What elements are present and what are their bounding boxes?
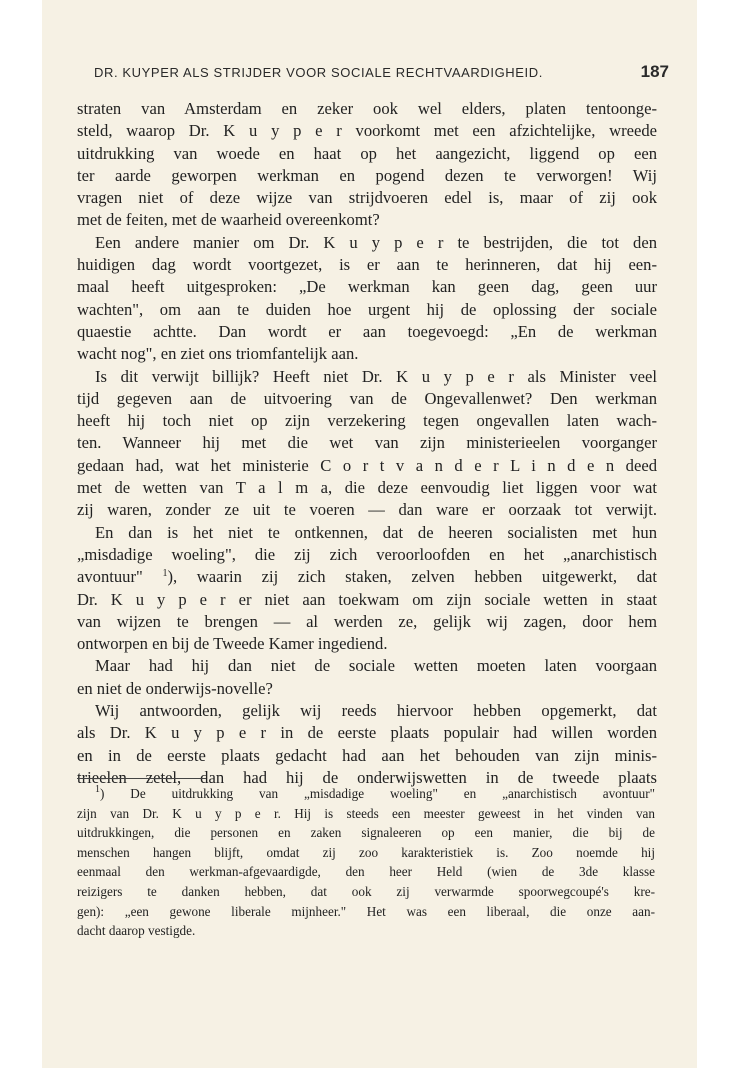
text-line: met de wetten van T a l m a, die deze eenvoudig liet liggen voor wat xyxy=(77,478,657,498)
text-line: wacht nog", en ziet ons triomfantelijk aan. xyxy=(77,344,359,364)
text-line: straten van Amsterdam en zeker ook wel elders, platen tentoonge- xyxy=(77,99,657,118)
text-line: en niet de onderwijs-novelle? xyxy=(77,678,273,698)
footnote-line: gen): „een gewone liberale mijnheer." Het was een liberaal, die onze aan- xyxy=(77,903,655,919)
text-fragment: avontuur" xyxy=(77,567,143,587)
text-line: uitdrukking van woede en haat op het aangezicht, liggend op een xyxy=(77,143,657,163)
footnote-line: reizigers te danken hebben, dat ook zij verwarmde spoorwegcoupé's kre- xyxy=(77,883,655,899)
text-line: gedaan had, wat het ministerie C o r t v a n d e r L i n d e n deed xyxy=(77,455,657,475)
text-line: quaestie achtte. Dan wordt er aan toegevoegd: „En de werkman xyxy=(77,321,657,341)
footnote-marker: 1 xyxy=(95,784,100,795)
text-line: Is dit verwijt billijk? Heeft niet Dr. K u y p e r als Minister veel xyxy=(95,366,657,386)
text-line: Maar had hij dan niet de sociale wetten moeten laten voorgaan xyxy=(95,656,657,676)
text-line xyxy=(77,566,657,588)
text-line: Dr. K u y p e r er niet aan toekwam om zijn sociale wetten in staat xyxy=(77,589,657,609)
footnote-line: dacht daarop vestigde. xyxy=(77,923,196,939)
text-line: wachten", om aan te duiden hoe urgent hij de oplossing der sociale xyxy=(77,299,657,319)
text-line: ontworpen en bij de Tweede Kamer ingediend. xyxy=(77,634,388,654)
text-line: en in de eerste plaats gedacht had aan het behouden van zijn minis- xyxy=(77,745,657,765)
header-title: DR. KUYPER ALS STRIJDER VOOR SOCIALE RECHTVAARDIGHEID. xyxy=(94,65,543,80)
text-line: maal heeft uitgesproken: „De werkman kan geen dag, geen uur xyxy=(77,277,657,297)
text-line: heeft hij toch niet op zijn verzekering tegen ongevallen laten wach- xyxy=(77,411,657,431)
text-line: met de feiten, met de waarheid overeenkomt? xyxy=(77,210,380,230)
text-line: zij waren, zonder ze uit te voeren — dan ware er oorzaak tot verwijt. xyxy=(77,500,657,520)
body-text xyxy=(77,98,657,789)
text-line: tijd gegeven aan de uitvoering van de Ongevallenwet? Den werkman xyxy=(77,388,657,408)
text-line: vragen niet of deze wijze van strijdvoeren edel is, maar of zij ook xyxy=(77,188,657,208)
footnote-line: eenmaal den werkman-afgevaardigde, den heer Held (wien de 3de klasse xyxy=(77,864,655,880)
text-line: ten. Wanneer hij met die wet van zijn ministerieelen voorganger xyxy=(77,433,657,453)
text-line: „misdadige woeling", die zij zich veroorloofden en het „anarchistisch xyxy=(77,544,657,564)
text-line: steld, waarop Dr. K u y p e r voorkomt met een afzichtelijke, wreede xyxy=(77,121,657,141)
text-line: En dan is het niet te ontkennen, dat de heeren socialisten met hun xyxy=(95,522,657,542)
text-line: trieelen zetel, dan had hij de onderwijswetten in de tweede plaats xyxy=(77,767,657,787)
text-line: huidigen dag wordt voortgezet, is er aan te herinneren, dat hij een- xyxy=(77,255,657,275)
footnote-text: ) De uitdrukking van „misdadige woeling" en „anarchistisch avontuur" xyxy=(100,786,655,801)
footnote-line: uitdrukkingen, die personen en zaken signaleeren op een manier, die bij de xyxy=(77,825,655,841)
footnote-line: menschen hangen blijft, omdat zij zoo karakteristiek is. Zoo noemde hij xyxy=(77,844,655,860)
text-line: Een andere manier om Dr. K u y p e r te bestrijden, die tot den xyxy=(95,232,657,252)
page-number: 187 xyxy=(640,62,669,81)
footnote-divider xyxy=(77,778,206,779)
running-header xyxy=(94,62,669,82)
footnote-ref: 1 xyxy=(162,568,168,580)
text-line: Wij antwoorden, gelijk wij reeds hiervoor hebben opgemerkt, dat xyxy=(95,701,657,721)
footnotes xyxy=(77,784,655,941)
page xyxy=(42,0,697,1068)
text-line: van wijzen te brengen — al werden ze, gelijk wij zagen, door hem xyxy=(77,611,657,631)
footnote-line xyxy=(77,784,655,804)
footnote-line: zijn van Dr. K u y p e r. Hij is steeds een meester geweest in het vinden van xyxy=(77,805,655,821)
text-line: ter aarde geworpen werkman en pogend dezen te verworgen! Wij xyxy=(77,165,657,185)
text-fragment: ), waarin zij zich staken, zelven hebben uitgewerkt, dat xyxy=(167,567,657,587)
text-line: als Dr. K u y p e r in de eerste plaats populair had willen worden xyxy=(77,723,657,743)
